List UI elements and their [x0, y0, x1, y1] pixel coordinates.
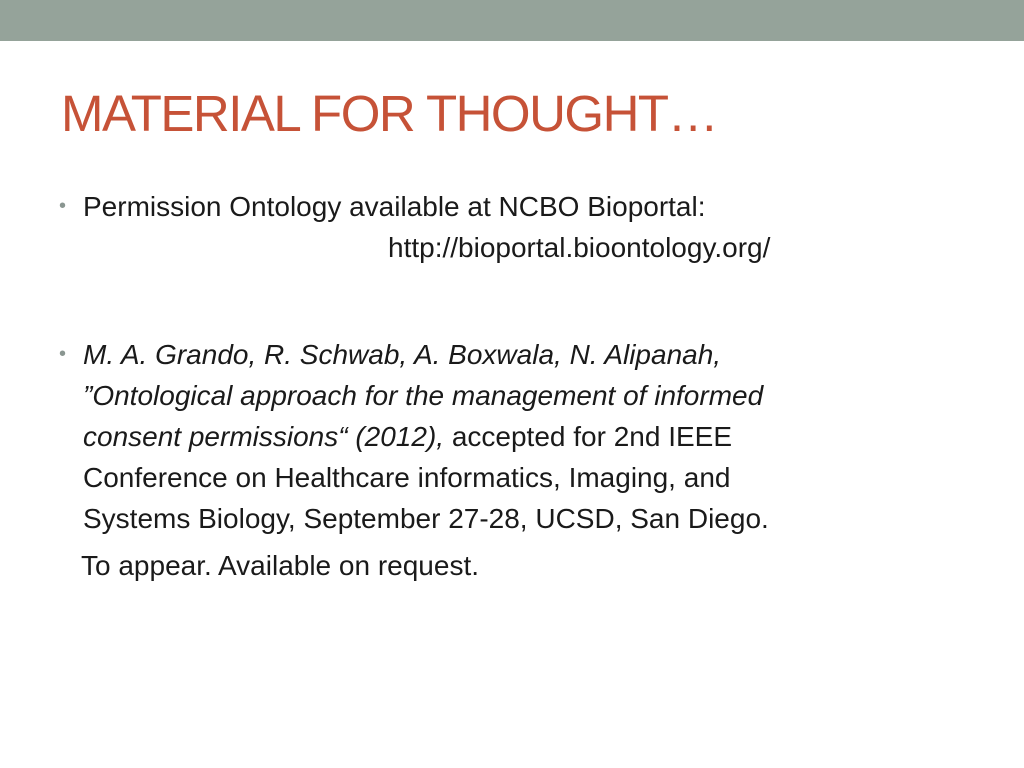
reference-accepted: accepted for 2nd IEEE	[444, 421, 733, 452]
bioportal-url[interactable]: http://bioportal.bioontology.org/	[388, 232, 771, 263]
bullet-item-reference	[59, 334, 959, 539]
slide-title: MATERIAL FOR THOUGHT…	[61, 85, 718, 142]
reference-venue: Systems Biology, September 27-28, UCSD, San Diego.	[83, 503, 769, 534]
bullet-item-ontology	[59, 186, 959, 227]
spacer	[59, 268, 959, 334]
reference-authors: M. A. Grando, R. Schwab, A. Boxwala, N. Alipanah,	[83, 339, 722, 370]
top-accent-bar	[0, 0, 1024, 41]
ontology-text: Permission Ontology available at NCBO Bioportal:	[83, 191, 706, 222]
reference-title: ”Ontological approach for the management of informed	[83, 380, 764, 411]
reference-title-end: consent permissions“ (2012),	[83, 421, 445, 452]
reference-line3	[83, 416, 959, 457]
bullet-dot-icon: •	[59, 195, 67, 217]
reference-conference: Conference on Healthcare informatics, Imaging, and	[83, 462, 731, 493]
bullet-dot-icon: •	[59, 343, 67, 365]
closing-text: To appear. Available on request.	[81, 550, 480, 581]
slide-body	[59, 186, 959, 586]
